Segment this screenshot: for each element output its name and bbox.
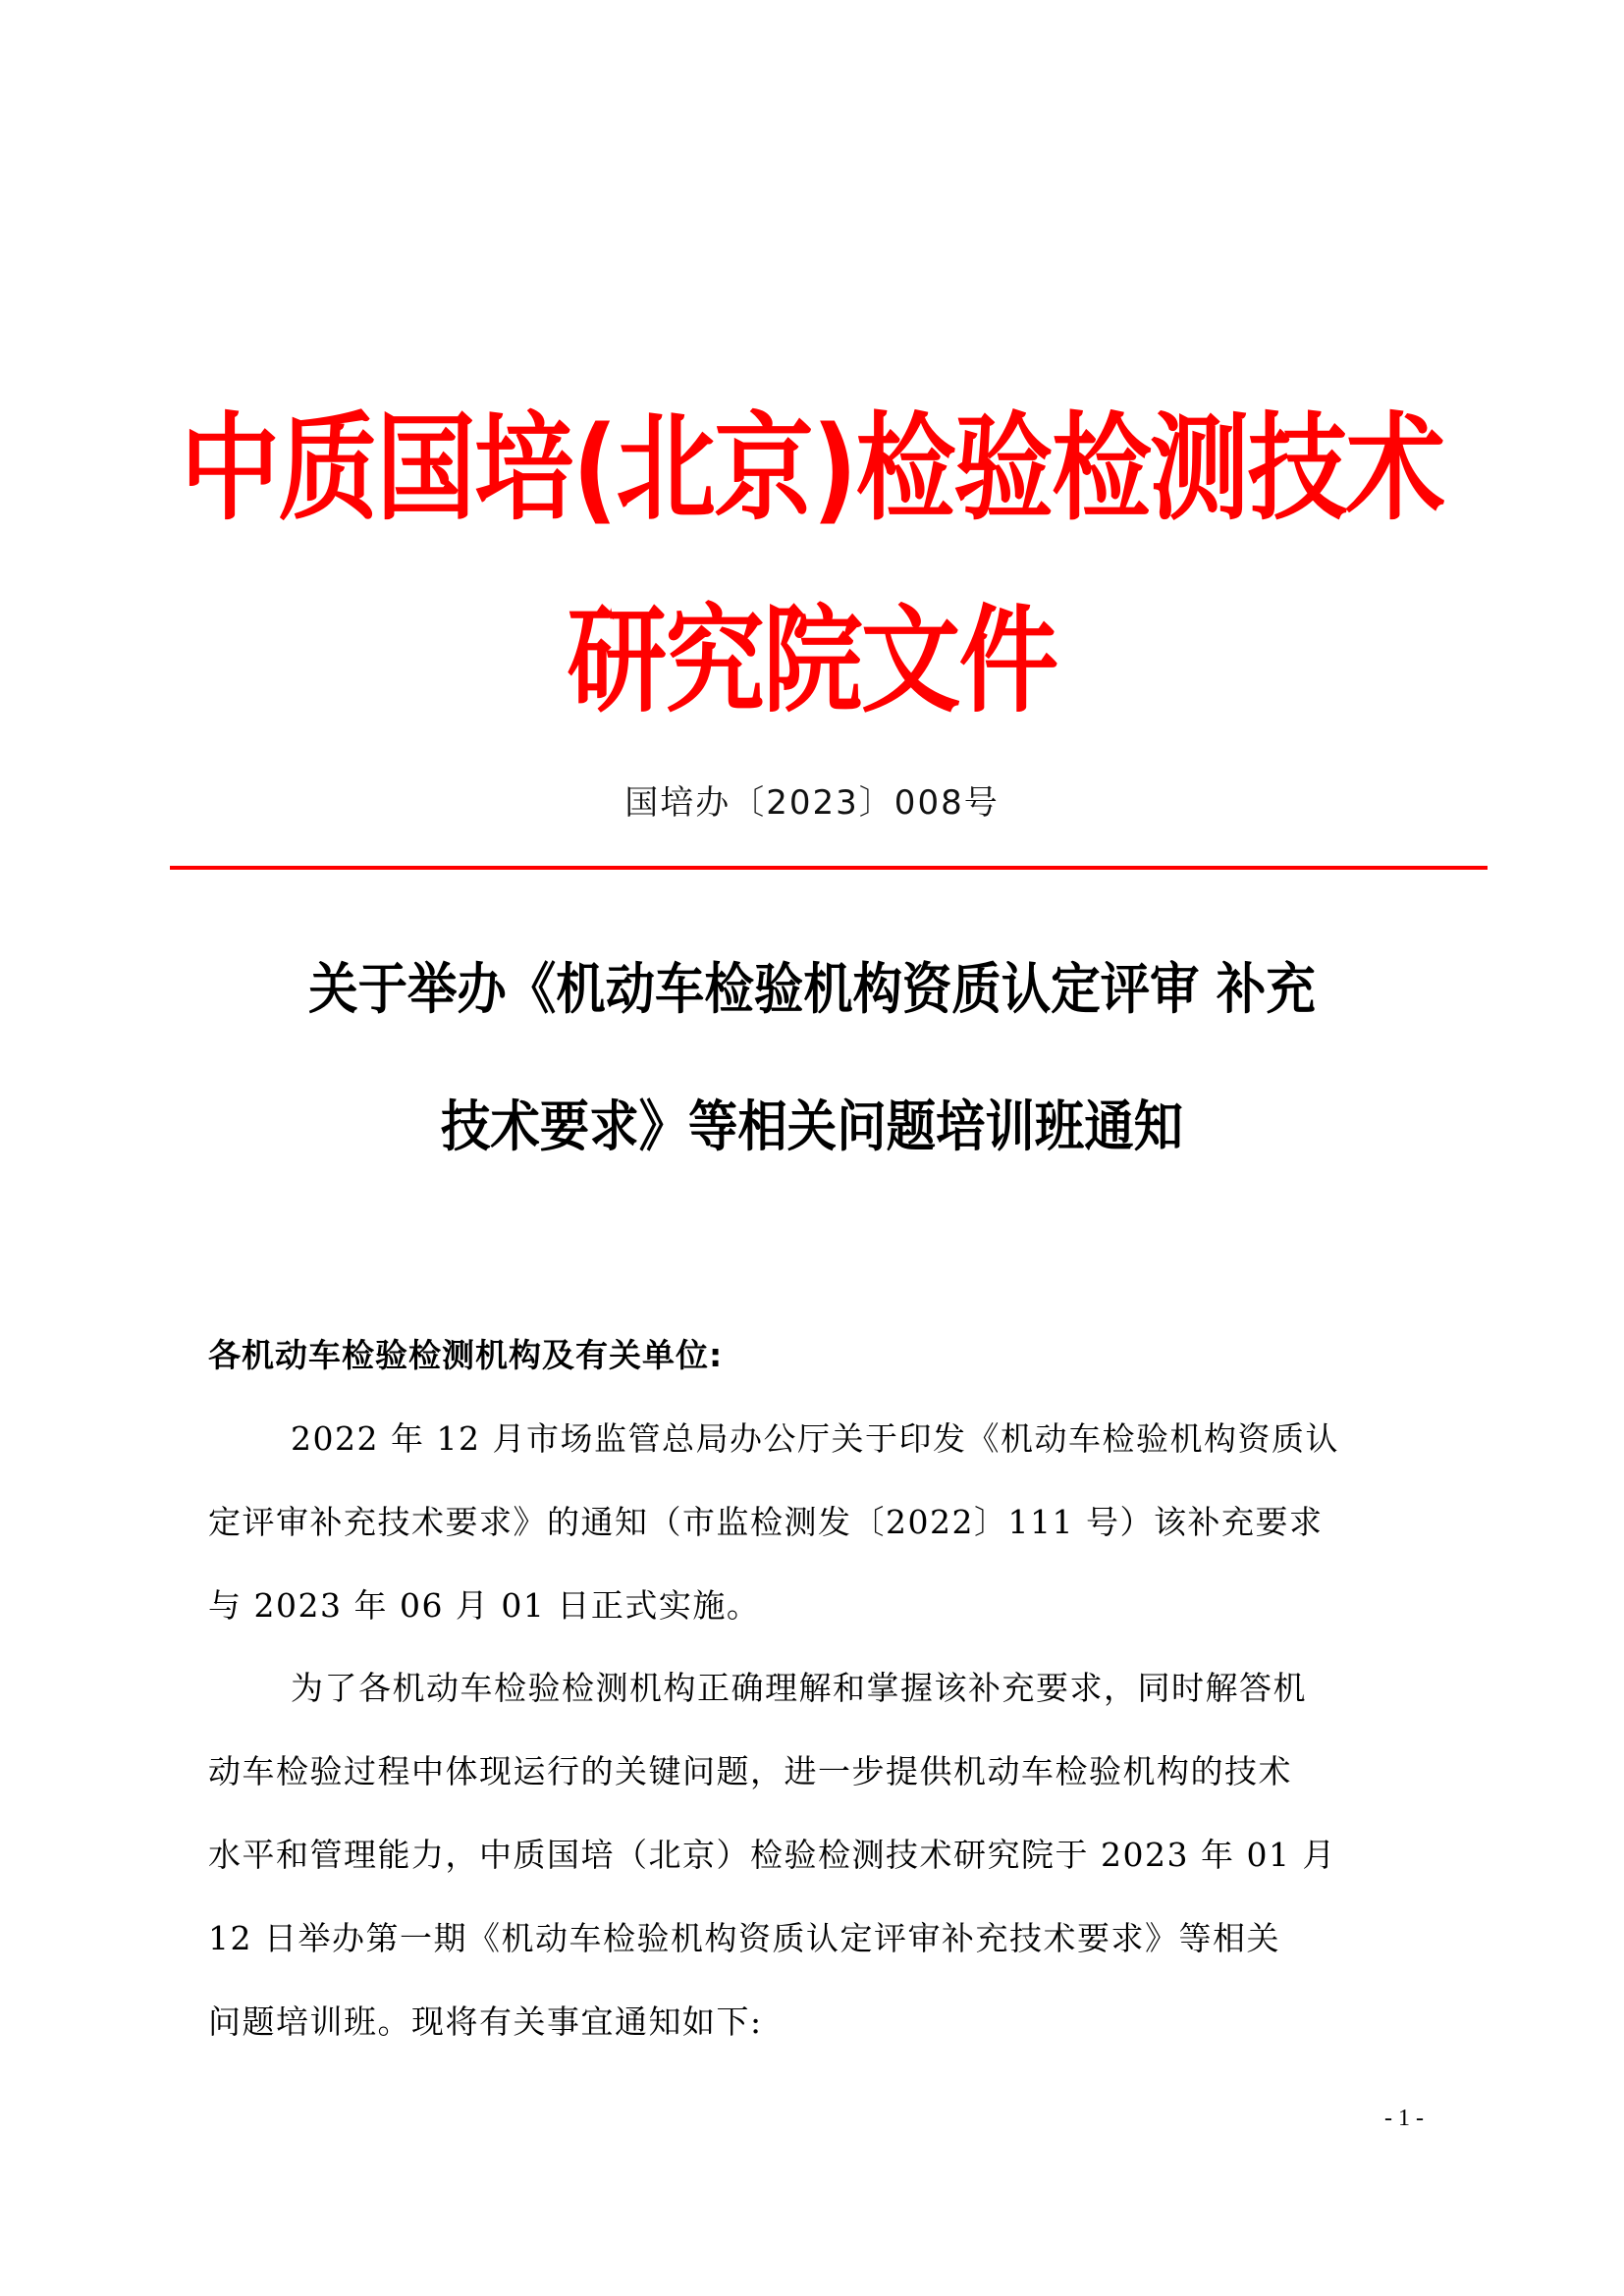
notice-title-line1: 关于举办《机动车检验机构资质认定评审 补充	[308, 957, 1316, 1022]
paragraph-line: 2022 年 12 月市场监管总局办公厅关于印发《机动车检验机构资质认	[291, 1419, 1339, 1458]
notice-title-line2: 技术要求》等相关问题培训班通知	[441, 1095, 1183, 1159]
paragraph-line: 定评审补充技术要求》的通知（市监检测发〔2022〕111 号）该补充要求	[208, 1503, 1324, 1541]
paragraph-line: 水平和管理能力，中质国培（北京）检验检测技术研究院于 2023 年 01 月	[208, 1836, 1336, 1874]
paragraph-line: 12 日举办第一期《机动车检验机构资质认定评审补充技术要求》等相关	[208, 1919, 1280, 1957]
paragraph-line: 为了各机动车检验检测机构正确理解和掌握该补充要求，同时解答机	[291, 1669, 1307, 1707]
paragraph-line: 与 2023 年 06 月 01 日正式实施。	[208, 1586, 761, 1625]
org-header-line2: 研究院文件	[567, 593, 1057, 728]
org-header-line1: 中质国培(北京)检验检测技术	[180, 400, 1444, 536]
red-divider-rule	[170, 866, 1488, 870]
document-number: 国培办〔2023〕008号	[624, 783, 1000, 823]
paragraph-line: 问题培训班。现将有关事宜通知如下:	[208, 2002, 763, 2041]
paragraph-line: 动车检验过程中体现运行的关键问题，进一步提供机动车检验机构的技术	[208, 1752, 1292, 1790]
salutation: 各机动车检验检测机构及有关单位:	[208, 1336, 724, 1374]
page-number: - 1 -	[1384, 2106, 1424, 2131]
